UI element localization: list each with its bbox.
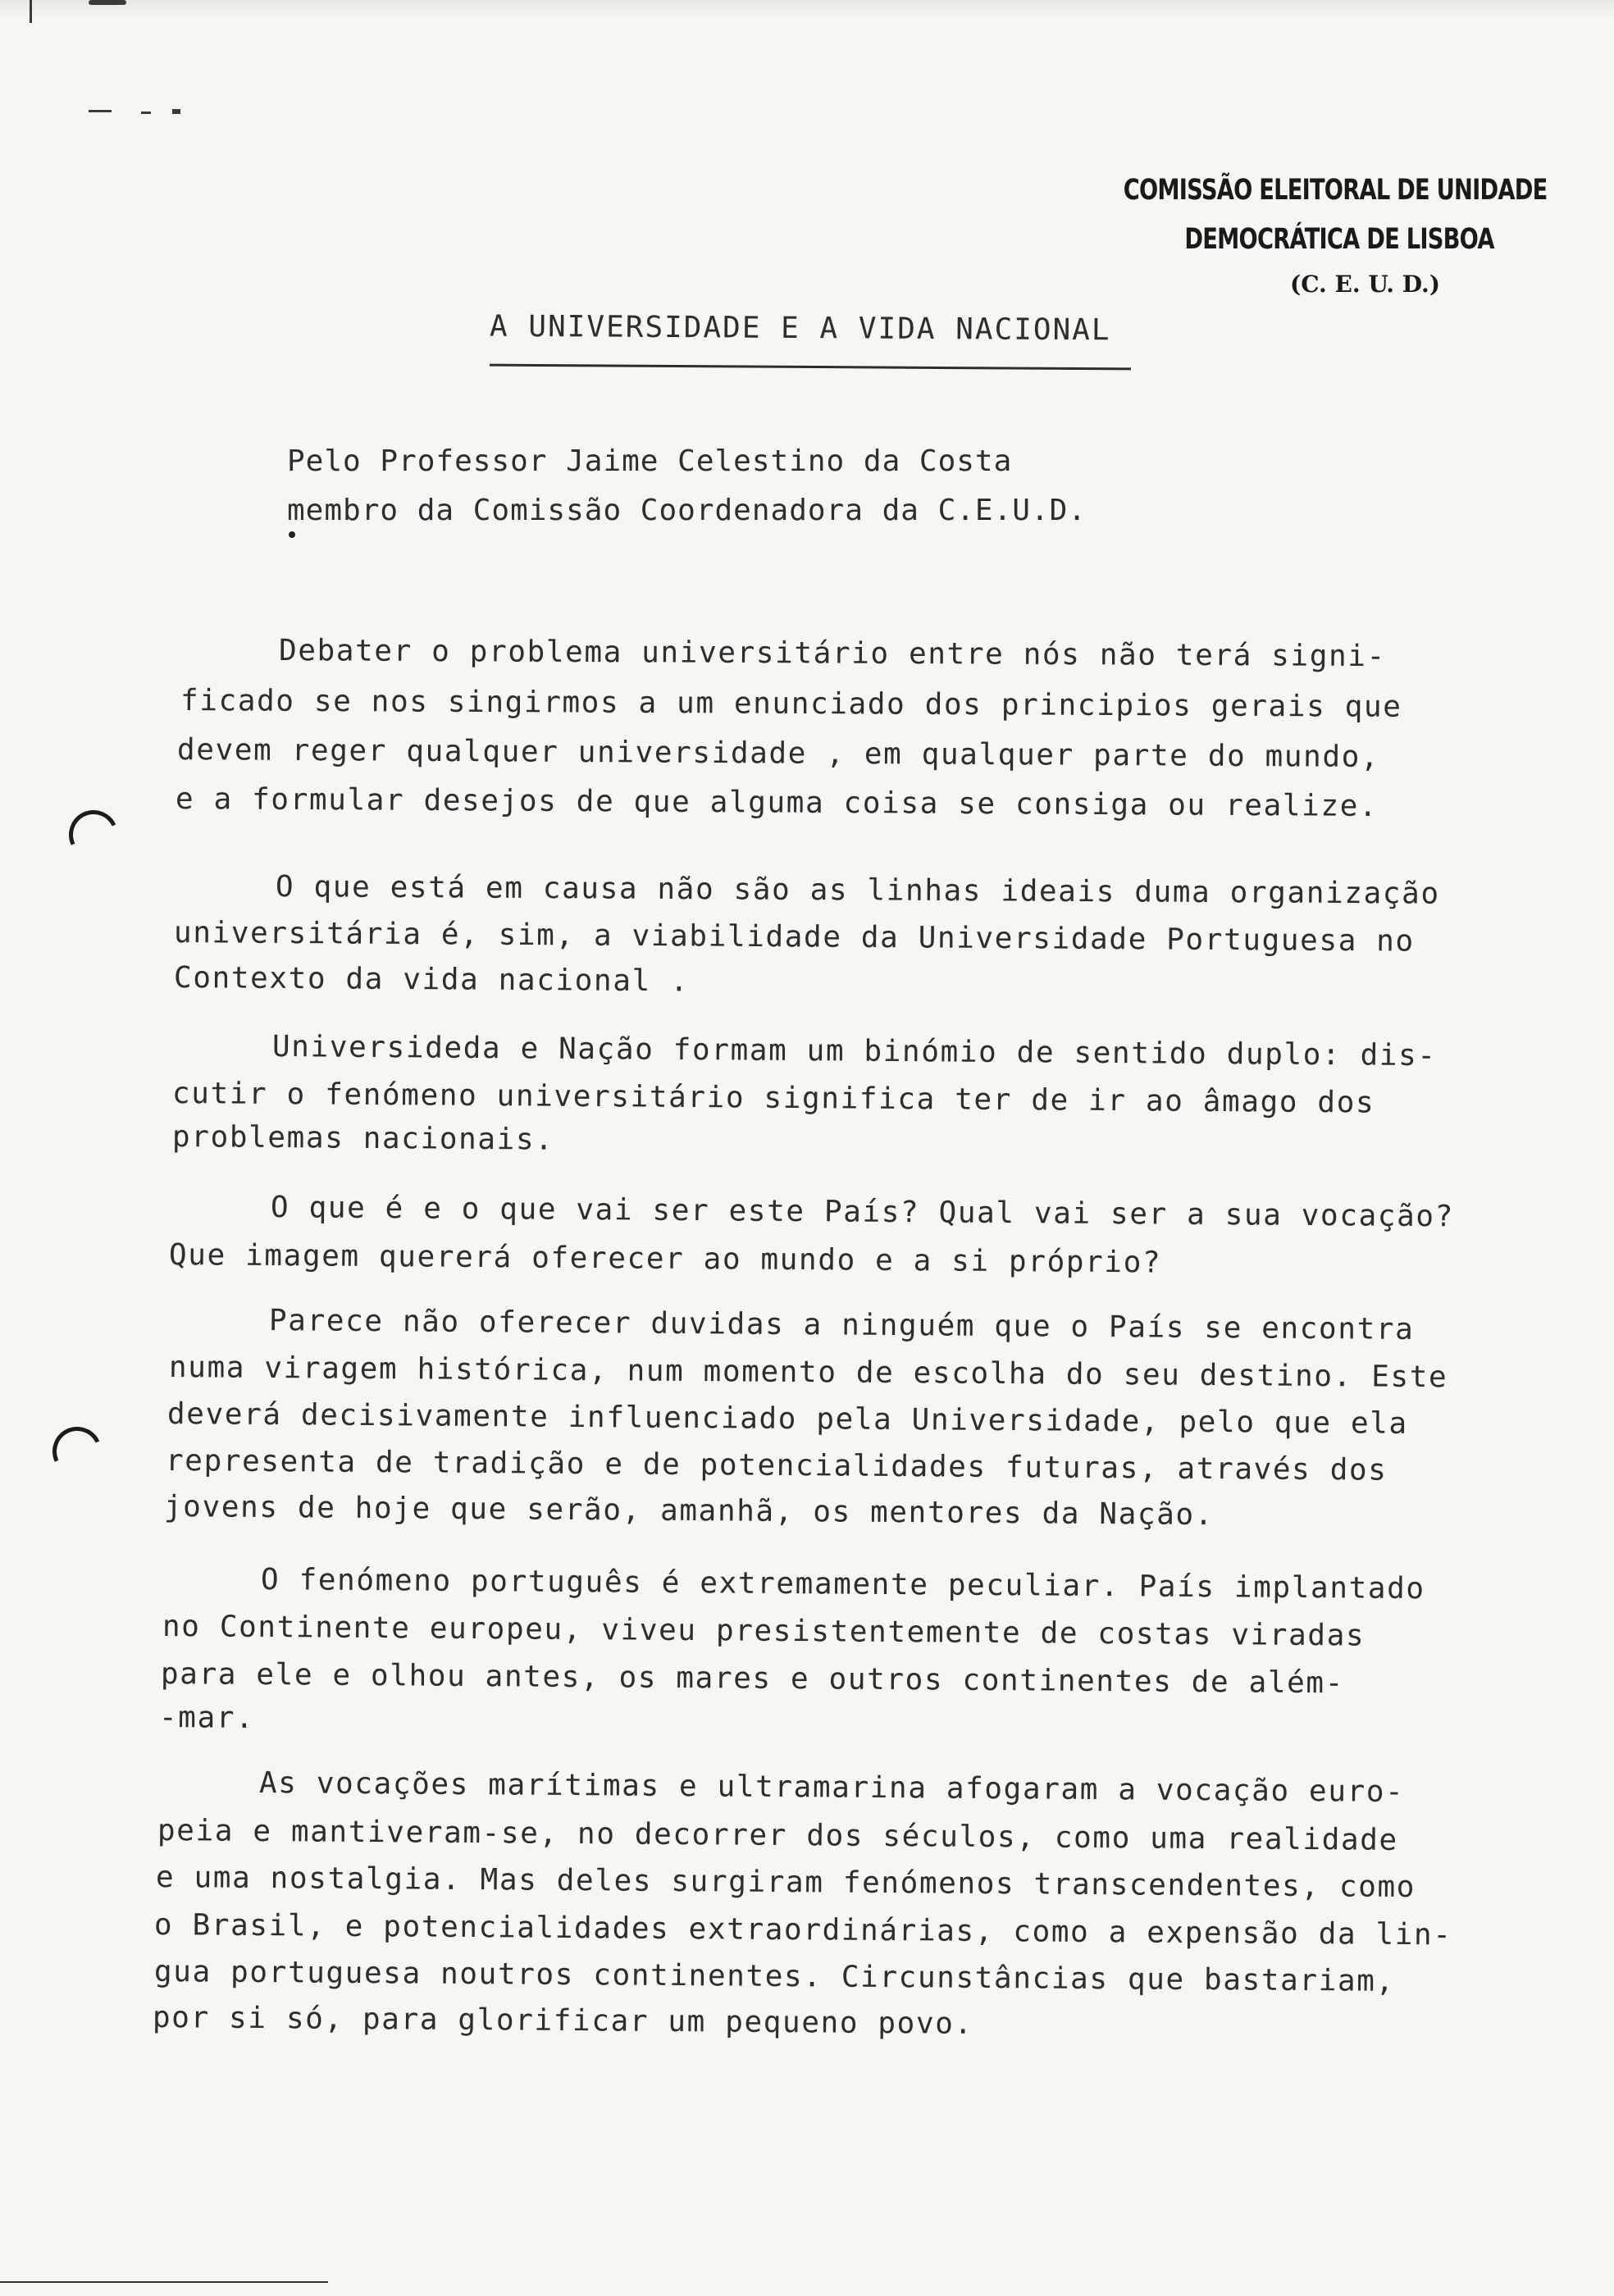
body-line: por si só, para glorificar um pequeno povo.: [152, 2001, 973, 2041]
body-line: Contexto da vida nacional .: [173, 961, 690, 999]
body-line: no Continente europeu, viveu presistentemente de costas viradas: [162, 1610, 1366, 1653]
scan-edge: [0, 0, 1614, 18]
scan-mark: [141, 112, 151, 114]
body-line: e a formular desejos de que alguma coisa se consiga ou realize.: [175, 782, 1379, 823]
body-line: deverá decisivamente influenciado pela Universidade, pelo que ela: [166, 1397, 1408, 1441]
punch-hole-bottom: [46, 1420, 109, 1483]
body-line: universitária é, sim, a viabilidade da Universidade Portuguesa no: [173, 916, 1415, 959]
scan-mark: [172, 109, 180, 114]
body-line: peia e mantiveram-se, no decorrer dos séculos, como uma realidade: [157, 1814, 1398, 1857]
letterhead-line: DEMOCRÁTICA DE LISBOA: [1184, 223, 1494, 256]
scan-mark: [89, 0, 126, 5]
body-line: para ele e olhou antes, os mares e outros continentes de além-: [160, 1657, 1345, 1701]
body-line: numa viragem histórica, num momento de escolha do seu destino. Este: [168, 1351, 1448, 1395]
body-line: problemas nacionais.: [171, 1120, 554, 1157]
bottom-edge-line: [0, 2281, 328, 2283]
author-line: Pelo Professor Jaime Celestino da Costa: [287, 444, 1013, 478]
body-line: e uma nostalgia. Mas deles surgiram fenómenos transcendentes, como: [155, 1861, 1416, 1905]
body-line: cutir o fenómeno universitário significa ter de ir ao âmago dos: [171, 1077, 1375, 1120]
body-line: ficado se nos singirmos a um enunciado dos principios gerais que: [180, 684, 1402, 724]
scan-mark: [30, 0, 32, 23]
body-line: devem reger qualquer universidade , em qualquer parte do mundo,: [176, 733, 1380, 774]
bullet-mark: [289, 531, 295, 538]
scan-mark: [89, 110, 112, 112]
body-line: Universideda e Nação formam um binómio de sentido duplo: dis-: [271, 1030, 1437, 1073]
body-line: o Brasil, e potencialidades extraordinárias, como a expensão da lin-: [153, 1908, 1452, 1952]
body-line: Debater o problema universitário entre nós não terá signi-: [278, 634, 1386, 674]
body-line: O fenómeno português é extremamente peculiar. País implantado: [260, 1563, 1425, 1606]
punch-hole-top: [62, 804, 125, 867]
document-title: A UNIVERSIDADE E A VIDA NACIONAL: [489, 309, 1111, 348]
title-underline: [490, 364, 1131, 371]
body-line: Parece não oferecer duvidas a ninguém que o País se encontra: [268, 1304, 1415, 1346]
body-line: O que está em causa não são as linhas ideais duma organização: [275, 870, 1440, 911]
body-line: jovens de hoje que serão, amanhã, os mentores da Nação.: [163, 1490, 1215, 1533]
author-affiliation: membro da Comissão Coordenadora da C.E.U.D.: [287, 494, 1087, 527]
letterhead-line: COMISSÃO ELEITORAL DE UNIDADE: [1123, 174, 1547, 207]
body-line: gua portuguesa noutros continentes. Circunstâncias que bastariam,: [153, 1955, 1395, 1998]
body-line: Que imagem quererá oferecer ao mundo e a si próprio?: [168, 1238, 1162, 1280]
body-line: -mar.: [158, 1701, 255, 1735]
body-line: O que é e o que vai ser este País? Qual vai ser a sua vocação?: [270, 1191, 1455, 1234]
body-line: representa de tradição e de potencialidades futuras, através dos: [165, 1444, 1388, 1487]
body-line: As vocações marítimas e ultramarina afogaram a vocação euro-: [258, 1766, 1405, 1809]
letterhead-abbreviation: (C. E. U. D.): [1290, 271, 1440, 298]
